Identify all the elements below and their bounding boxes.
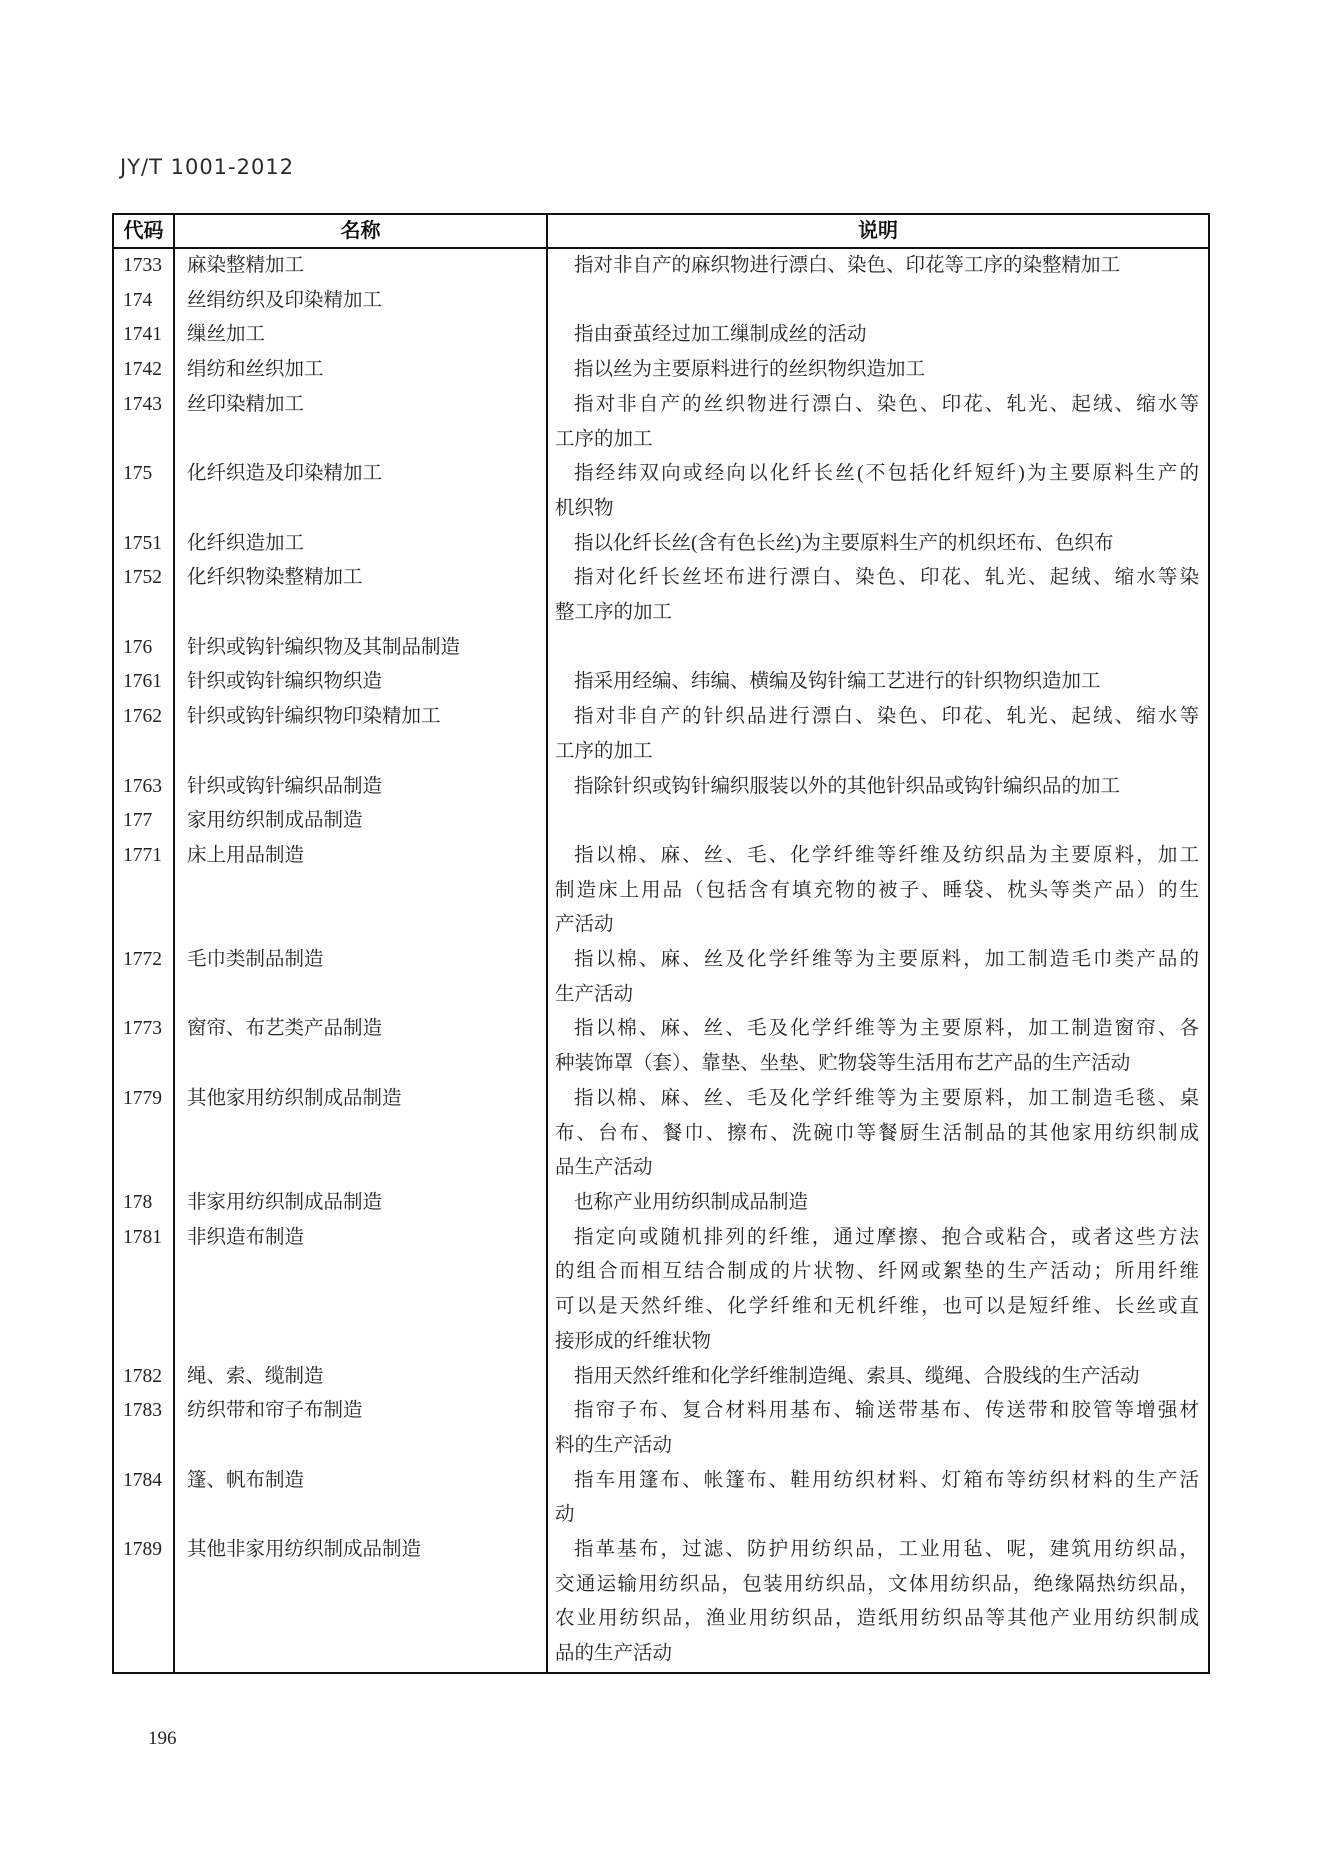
row-description (547, 1012, 1209, 1081)
table-row (113, 1012, 1209, 1081)
doc-standard-code: JY/T 1001-2012 (120, 155, 295, 179)
row-code: 1771 (113, 839, 174, 943)
row-code: 1762 (113, 700, 174, 769)
table-row (113, 839, 1209, 943)
row-code: 1761 (113, 665, 174, 700)
row-name: 其他家用纺织制成品制造 (174, 1082, 547, 1186)
table-row (113, 388, 1209, 457)
row-name: 针织或钩针编织物及其制品制造 (174, 631, 547, 666)
row-description-line: 动 (555, 1504, 575, 1526)
row-code: 1741 (113, 318, 174, 353)
row-description-line: 产活动 (555, 914, 614, 936)
row-description (547, 1082, 1209, 1186)
row-description (547, 631, 1209, 666)
row-description-line: 生产活动 (555, 983, 634, 1005)
row-description-line: 也称产业用纺织制成品制造 (574, 1191, 809, 1213)
row-description (547, 943, 1209, 1012)
row-name: 其他非家用纺织制成品制造 (174, 1533, 547, 1673)
column-header-code: 代码 (113, 214, 174, 248)
table-row (113, 1221, 1209, 1360)
row-description-line: 农业用纺织品，渔业用纺织品，造纸用纺织品等其他产业用纺织制成 (555, 1608, 1199, 1630)
row-code: 1789 (113, 1533, 174, 1673)
row-description-line: 指以棉、麻、丝、毛及化学纤维等为主要原料，加工制造窗帘、各 (574, 1018, 1199, 1040)
row-name: 家用纺织制成品制造 (174, 804, 547, 839)
row-description-line: 指采用经编、纬编、横编及钩针编工艺进行的针织物织造加工 (574, 671, 1101, 693)
row-description-line: 可以是天然纤维、化学纤维和无机纤维，也可以是短纤维、长丝或直 (555, 1296, 1199, 1318)
row-code: 1781 (113, 1221, 174, 1360)
row-code: 1782 (113, 1360, 174, 1395)
table-row (113, 457, 1209, 526)
row-description (547, 353, 1209, 388)
row-description-line: 指对非自产的针织品进行漂白、染色、印花、轧光、起绒、缩水等 (574, 706, 1199, 728)
row-code: 1779 (113, 1082, 174, 1186)
header-row (113, 214, 1209, 248)
row-description-line: 料的生产活动 (555, 1434, 673, 1456)
table-body (113, 248, 1209, 1673)
table-row (113, 770, 1209, 805)
row-description-line: 指经纬双向或经向以化纤长丝(不包括化纤短纤)为主要原料生产的 (574, 463, 1199, 485)
page-number: 196 (148, 1728, 177, 1749)
row-description (547, 1186, 1209, 1221)
table-row (113, 353, 1209, 388)
row-description-line: 指由蚕茧经过加工缫制成丝的活动 (574, 324, 867, 346)
row-name: 针织或钩针编织物织造 (174, 665, 547, 700)
row-description (547, 527, 1209, 562)
row-description (547, 700, 1209, 769)
row-code: 1752 (113, 561, 174, 630)
row-description-line: 指以丝为主要原料进行的丝织物织造加工 (574, 359, 926, 381)
row-code: 177 (113, 804, 174, 839)
table-row (113, 561, 1209, 630)
row-description (547, 1464, 1209, 1533)
row-code: 1751 (113, 527, 174, 562)
row-description-line: 指帘子布、复合材料用基布、输送带基布、传送带和胶管等增强材 (574, 1400, 1199, 1422)
row-name: 麻染整精加工 (174, 248, 547, 284)
row-description-line: 种装饰罩（套）、靠垫、坐垫、贮物袋等生活用布艺产品的生产活动 (555, 1053, 1131, 1075)
row-description-line: 指以棉、麻、丝、毛及化学纤维等为主要原料，加工制造毛毯、桌 (574, 1087, 1199, 1109)
table-row (113, 284, 1209, 319)
table-row (113, 665, 1209, 700)
table-row (113, 1533, 1209, 1673)
row-description-line: 工序的加工 (555, 428, 653, 450)
table-row (113, 804, 1209, 839)
row-code: 1784 (113, 1464, 174, 1533)
classification-table (112, 213, 1210, 1674)
row-name: 化纤织造及印染精加工 (174, 457, 547, 526)
row-code: 178 (113, 1186, 174, 1221)
table-row (113, 700, 1209, 769)
row-description-line: 整工序的加工 (555, 602, 673, 624)
row-code: 1772 (113, 943, 174, 1012)
row-name: 针织或钩针编织物印染精加工 (174, 700, 547, 769)
row-name: 化纤织造加工 (174, 527, 547, 562)
row-description (547, 1394, 1209, 1463)
row-description-line: 交通运输用纺织品，包装用纺织品，文体用纺织品，绝缘隔热纺织品， (555, 1573, 1199, 1595)
row-name: 绳、索、缆制造 (174, 1360, 547, 1395)
row-description (547, 1533, 1209, 1673)
table-row (113, 248, 1209, 284)
row-description-line: 品生产活动 (555, 1157, 653, 1179)
row-description-line: 的组合而相互结合制成的片状物、纤网或絮垫的生产活动；所用纤维 (555, 1261, 1199, 1283)
table-row (113, 527, 1209, 562)
table-row (113, 631, 1209, 666)
row-name: 非织造布制造 (174, 1221, 547, 1360)
row-description-line: 指以棉、麻、丝、毛、化学纤维等纤维及纺织品为主要原料，加工 (574, 844, 1199, 866)
row-description-line: 工序的加工 (555, 740, 653, 762)
row-name: 针织或钩针编织品制造 (174, 770, 547, 805)
row-name: 非家用纺织制成品制造 (174, 1186, 547, 1221)
row-description (547, 1360, 1209, 1395)
row-description-line: 指定向或随机排列的纤维，通过摩擦、抱合或粘合，或者这些方法 (574, 1226, 1199, 1248)
table-row (113, 1186, 1209, 1221)
row-code: 1733 (113, 248, 174, 284)
row-description-line: 指以棉、麻、丝及化学纤维等为主要原料，加工制造毛巾类产品的 (574, 949, 1199, 971)
row-description (547, 770, 1209, 805)
row-name: 篷、帆布制造 (174, 1464, 547, 1533)
column-header-description: 说明 (547, 214, 1209, 248)
row-description (547, 318, 1209, 353)
row-name: 化纤织物染整精加工 (174, 561, 547, 630)
row-description-line: 机织物 (555, 497, 614, 519)
row-code: 1763 (113, 770, 174, 805)
row-description (547, 665, 1209, 700)
column-header-name: 名称 (174, 214, 547, 248)
row-code: 1783 (113, 1394, 174, 1463)
row-name: 纺织带和帘子布制造 (174, 1394, 547, 1463)
row-description (547, 248, 1209, 284)
table-row (113, 318, 1209, 353)
row-description-line: 指革基布，过滤、防护用纺织品，工业用毡、呢，建筑用纺织品， (574, 1539, 1199, 1561)
row-description (547, 1221, 1209, 1360)
table-row (113, 1082, 1209, 1186)
row-name: 丝绢纺织及印染精加工 (174, 284, 547, 319)
table-row (113, 1394, 1209, 1463)
table-header (113, 214, 1209, 248)
row-name: 床上用品制造 (174, 839, 547, 943)
row-name: 缫丝加工 (174, 318, 547, 353)
row-description-line: 布、台布、餐巾、擦布、洗碗巾等餐厨生活制品的其他家用纺织制成 (555, 1122, 1199, 1144)
row-description (547, 561, 1209, 630)
row-description-line: 制造床上用品（包括含有填充物的被子、睡袋、枕头等类产品）的生 (555, 879, 1199, 901)
row-description-line: 指以化纤长丝(含有色长丝)为主要原料生产的机织坯布、色织布 (574, 532, 1114, 554)
row-description-line: 接形成的纤维状物 (555, 1330, 712, 1352)
row-description (547, 284, 1209, 319)
row-name: 毛巾类制品制造 (174, 943, 547, 1012)
row-description-line: 指车用篷布、帐篷布、鞋用纺织材料、灯箱布等纺织材料的生产活 (574, 1469, 1199, 1491)
row-code: 1742 (113, 353, 174, 388)
row-description-line: 指对非自产的麻织物进行漂白、染色、印花等工序的染整精加工 (574, 255, 1121, 276)
row-description (547, 804, 1209, 839)
row-code: 176 (113, 631, 174, 666)
row-description-line: 指对化纤长丝坯布进行漂白、染色、印花、轧光、起绒、缩水等染 (574, 567, 1199, 589)
row-description (547, 839, 1209, 943)
row-description-line: 指对非自产的丝织物进行漂白、染色、印花、轧光、起绒、缩水等 (574, 393, 1199, 415)
row-name: 丝印染精加工 (174, 388, 547, 457)
row-code: 1773 (113, 1012, 174, 1081)
row-description-line: 指除针织或钩针编织服装以外的其他针织品或钩针编织品的加工 (574, 775, 1121, 797)
row-description-line: 品的生产活动 (555, 1643, 673, 1665)
row-code: 175 (113, 457, 174, 526)
row-name: 绢纺和丝织加工 (174, 353, 547, 388)
table-row (113, 1360, 1209, 1395)
row-code: 1743 (113, 388, 174, 457)
table-row (113, 1464, 1209, 1533)
row-description (547, 457, 1209, 526)
row-description-line: 指用天然纤维和化学纤维制造绳、索具、缆绳、合股线的生产活动 (574, 1365, 1140, 1387)
row-description (547, 388, 1209, 457)
row-code: 174 (113, 284, 174, 319)
row-name: 窗帘、布艺类产品制造 (174, 1012, 547, 1081)
table-row (113, 943, 1209, 1012)
